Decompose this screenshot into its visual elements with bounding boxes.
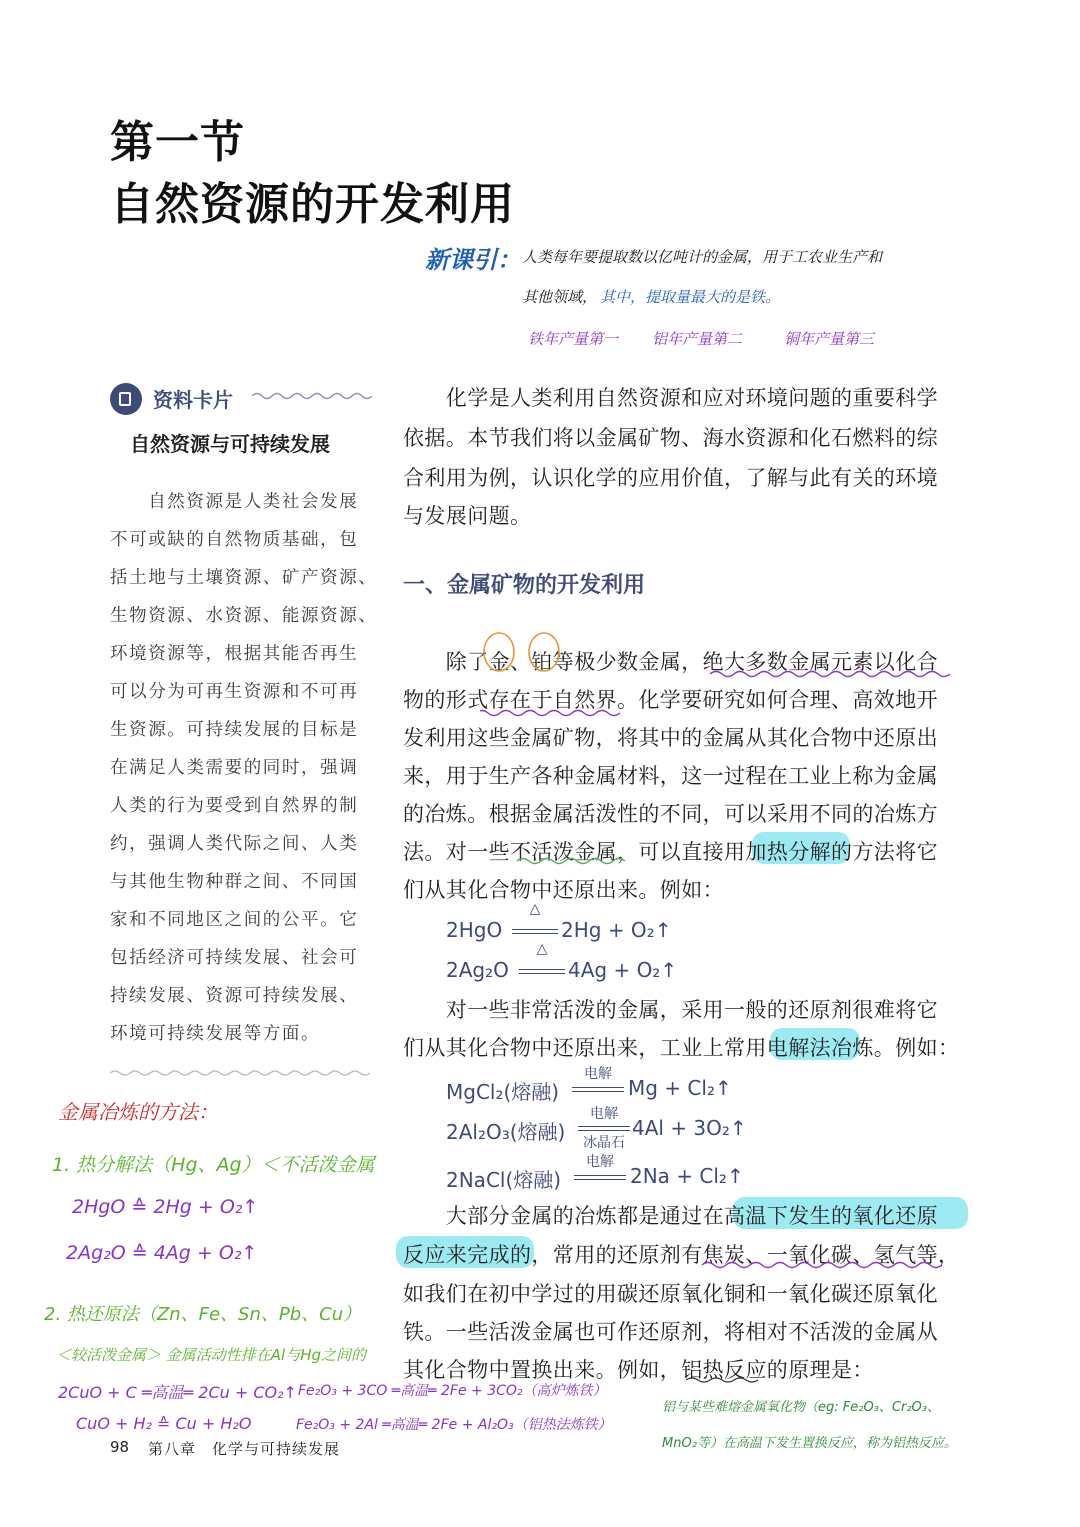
data-card-label: 资料卡片 [153, 388, 233, 412]
note-method-2-eq4: Fe₂O₃ + 2Al ═高温═ 2Fe + Al₂O₃（铝热法炼铁） [296, 1417, 612, 1433]
eq-al2o3-right: 4Al + 3O₂↑ [632, 1116, 747, 1140]
eq-ag2o-left: 2Ag₂O [446, 958, 509, 982]
eq-al2o3-condition: 电解 [590, 1106, 618, 1122]
sidebar-line: 环境资源等，根据其能否再生 [110, 644, 359, 664]
eq-nacl-condition: 电解 [586, 1154, 614, 1170]
sidebar-line: 自然资源是人类社会发展 [110, 492, 359, 512]
eq-mgcl2-left: MgCl₂(熔融) [446, 1080, 560, 1104]
sidebar-line: 约，强调人类代际之间、人类 [110, 834, 359, 854]
note-thermite-2: MnO₂等）在高温下发生置换反应，称为铝热反应。 [662, 1436, 957, 1451]
data-card-icon [110, 383, 142, 415]
note-method-1: 1. 热分解法（Hg、Ag）＜不活泼金属 [52, 1154, 375, 1176]
note-aluminium: 铝年产量第二 [652, 330, 743, 348]
eq-hgo-right: 2Hg + O₂↑ [561, 918, 672, 942]
eq-hgo-bar [512, 929, 558, 934]
para1-line: 的冶炼。根据金属活泼性的不同，可以采用不同的冶炼方 [403, 802, 938, 826]
eq-nacl-left: 2NaCl(熔融) [446, 1168, 562, 1192]
intro-line: 依据。本节我们将以金属矿物、海水资源和化石燃料的综 [403, 426, 938, 450]
eq-mgcl2-condition: 电解 [584, 1066, 612, 1082]
note-line-2a: 其他领域， [522, 288, 598, 306]
note-method-2-eq1: 2CuO + C ═高温═ 2Cu + CO₂↑ [58, 1383, 297, 1402]
para2-line: 们从其化合物中还原出来，工业上常用电解法冶炼。例如： [403, 1036, 960, 1060]
para3-line: 其化合物中置换出来。例如，铝热反应的原理是： [403, 1358, 874, 1382]
eq-hgo-left: 2HgO [446, 918, 503, 942]
para3-line: 铁。一些活泼金属也可作还原剂，将相对不活泼的金属从 [403, 1320, 938, 1344]
para1-line: 们从其化合物中还原出来。例如： [403, 878, 724, 902]
note-method-2-eq2: Fe₂O₃ + 3CO ═高温═ 2Fe + 3CO₂（高炉炼铁） [298, 1383, 607, 1399]
wave-divider [252, 390, 372, 402]
eq-ag2o-condition: △ [536, 941, 548, 957]
sidebar-line: 家和不同地区之间的公平。它 [110, 910, 359, 930]
para3-line: 反应来完成的，常用的还原剂有焦炭、一氧化碳、氢气等， [403, 1243, 960, 1267]
underline-thermite [684, 1374, 774, 1386]
para1-line: 来，用于生产各种金属材料，这一过程在工业上称为金属 [403, 764, 938, 788]
note-thermite-1: 铝与某些难熔金属氧化物（eg: Fe₂O₃、Cr₂O₃、 [662, 1400, 940, 1415]
eq-al2o3-bar [578, 1126, 630, 1131]
para1-line: 法。对一些不活泼金属，可以直接用加热分解的方法将它 [403, 840, 938, 864]
eq-ag2o-right: 4Ag + O₂↑ [568, 958, 678, 982]
page-number: 98 [110, 1438, 130, 1456]
intro-line: 与发展问题。 [403, 504, 532, 528]
para3-line: 如我们在初中学过的用碳还原氧化铜和一氧化碳还原氧化 [403, 1282, 938, 1306]
eq-mgcl2-bar [572, 1087, 624, 1092]
note-method-2-scope: ＜较活泼金属＞ 金属活动性排在Al与Hg之间的 [56, 1346, 366, 1364]
note-method-1-eq1: 2HgO ≙ 2Hg + O₂↑ [72, 1196, 259, 1218]
sidebar-line: 可以分为可再生资源和不可再 [110, 682, 359, 702]
eq-mgcl2-right: Mg + Cl₂↑ [628, 1076, 732, 1100]
para1-line: 除了金、铂等极少数金属，绝大多数金属元素以化合 [403, 650, 938, 674]
underline-reducers [700, 1258, 950, 1272]
sidebar-line: 包括经济可持续发展、社会可 [110, 948, 359, 968]
section-number: 第一节 [110, 117, 245, 168]
annotation-marks [480, 630, 970, 720]
eq-nacl-bar [574, 1175, 626, 1180]
note-methods-heading: 金属冶炼的方法： [58, 1100, 218, 1124]
note-label: 新课引： [425, 246, 521, 274]
underline-inactive-metal [515, 854, 635, 868]
note-method-2: 2. 热还原法（Zn、Fe、Sn、Pb、Cu） [44, 1304, 362, 1325]
data-card-subtitle: 自然资源与可持续发展 [130, 432, 330, 456]
eq-hgo-condition: △ [529, 901, 541, 917]
eq-al2o3-catalyst: 冰晶石 [583, 1135, 625, 1151]
section-heading: 一、金属矿物的开发利用 [403, 573, 646, 598]
sidebar-bottom-divider [110, 1068, 372, 1078]
note-method-1-eq2: 2Ag₂O ≙ 4Ag + O₂↑ [66, 1242, 258, 1264]
sidebar-line: 生物资源、水资源、能源资源、 [110, 606, 378, 626]
para1-line: 发利用这些金属矿物，将其中的金属从其化合物中还原出 [403, 726, 938, 750]
sidebar-line: 在满足人类需要的同时，强调 [110, 758, 359, 778]
sidebar-line: 括土地与土壤资源、矿产资源、 [110, 568, 378, 588]
eq-ag2o-bar [519, 969, 565, 974]
chapter-title: 第八章 化学与可持续发展 [148, 1440, 341, 1458]
sidebar-line: 不可或缺的自然物质基础，包 [110, 530, 359, 550]
note-method-2-eq3: CuO + H₂ ≙ Cu + H₂O [76, 1414, 252, 1433]
eq-al2o3-left: 2Al₂O₃(熔融) [446, 1120, 566, 1144]
note-copper: 铜年产量第三 [784, 330, 875, 348]
intro-line: 合利用为例，认识化学的应用价值，了解与此有关的环境 [403, 466, 938, 490]
sidebar-line: 生资源。可持续发展的目标是 [110, 720, 359, 740]
eq-nacl-right: 2Na + Cl₂↑ [630, 1164, 744, 1188]
note-line-2b: 其中，提取量最大的是铁。 [600, 288, 781, 306]
sidebar-line: 持续发展、资源可持续发展、 [110, 986, 359, 1006]
intro-line: 化学是人类利用自然资源和应对环境问题的重要科学 [403, 386, 938, 410]
sidebar-line: 人类的行为要受到自然界的制 [110, 796, 359, 816]
sidebar-line: 环境可持续发展等方面。 [110, 1024, 321, 1044]
sidebar-line: 与其他生物种群之间、不同国 [110, 872, 359, 892]
para3-line: 大部分金属的冶炼都是通过在高温下发生的氧化还原 [403, 1204, 938, 1228]
para2-line: 对一些非常活泼的金属，采用一般的还原剂很难将它 [403, 998, 938, 1022]
para1-line: 物的形式存在于自然界。化学要研究如何合理、高效地开 [403, 688, 938, 712]
note-iron: 铁年产量第一 [528, 330, 619, 348]
page-title: 自然资源的开发利用 [110, 179, 515, 230]
note-line-1: 人类每年要提取数以亿吨计的金属，用于工农业生产和 [522, 248, 883, 266]
